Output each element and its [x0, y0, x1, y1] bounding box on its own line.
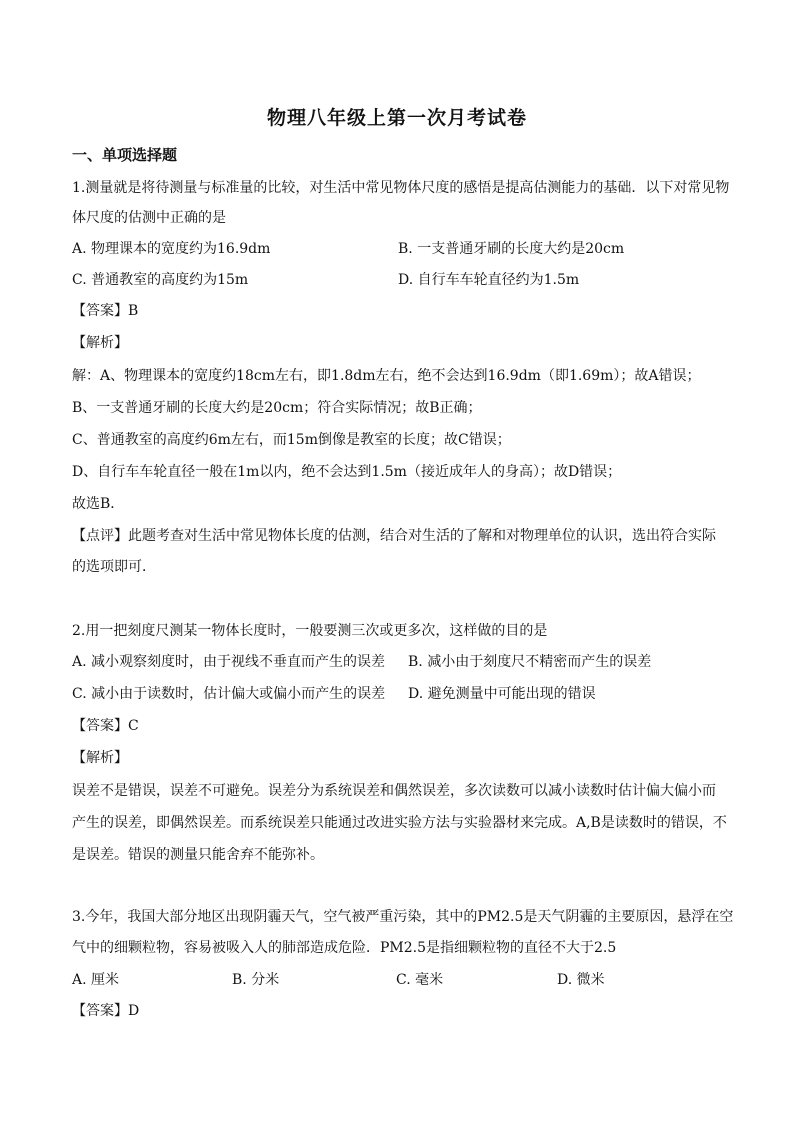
question-1-analysis-line: D、自行车车轮直径一般在1m以内，绝不会达到1.5m（接近成年人的身高）；故D错误； [72, 464, 622, 480]
question-3-option-b: B. 分米 [232, 972, 280, 988]
question-2-option-d: D. 避免测量中可能出现的错误 [408, 686, 596, 702]
question-2-analysis-label: 【解析】 [72, 750, 128, 766]
question-1-option-b: B. 一支普通牙刷的长度大约是20cm [398, 241, 625, 257]
question-3-option-c: C. 毫米 [396, 972, 444, 988]
question-3-stem-line-1: 3.今年，我国大部分地区出现阴霾天气，空气被严重污染，其中的PM2.5是天气阴霾的主要原因，悬浮在空 [72, 909, 734, 925]
question-1-option-d: D. 自行车车轮直径约为1.5m [398, 272, 580, 288]
question-2-option-a: A. 减小观察刻度时，由于视线不垂直而产生的误差 [72, 654, 386, 670]
question-2-answer: 【答案】C [72, 718, 139, 734]
question-2-analysis-line: 产生的误差，即偶然误差。而系统误差只能通过改进实验方法与实验器材来完成。A,B是读数时的错误，不 [72, 815, 727, 831]
question-3-option-a: A. 厘米 [72, 972, 120, 988]
page-title: 物理八年级上第一次月考试卷 [266, 107, 527, 129]
question-2-option-b: B. 减小由于刻度尺不精密而产生的误差 [408, 654, 652, 670]
section-heading: 一、单项选择题 [72, 146, 178, 164]
question-1-analysis-line: 故选B． [72, 496, 125, 512]
question-1-stem-line-2: 体尺度的估测中正确的是 [72, 210, 226, 226]
question-1-analysis-line: B、一支普通牙刷的长度大约是20cm；符合实际情况；故B正确； [72, 400, 482, 416]
question-2-analysis-line: 是误差。错误的测量只能舍弃不能弥补。 [72, 847, 324, 863]
question-1-stem-line-1: 1.测量就是将待测量与标准量的比较，对生活中常见物体尺度的感悟是提高估测能力的基础．以下对常见物 [72, 180, 730, 196]
question-1-analysis-line: C、普通教室的高度约6m左右，而15m倒像是教室的长度；故C错误； [72, 432, 511, 448]
question-2-stem: 2.用一把刻度尺测某一物体长度时，一般要测三次或更多次，这样做的目的是 [72, 623, 548, 639]
question-1-comment-line-2: 的选项即可． [72, 559, 156, 575]
question-3-stem-line-2: 气中的细颗粒物，容易被吸入人的肺部造成危险．PM2.5是指细颗粒物的直径不大于2.5 [72, 940, 617, 956]
question-1-option-c: C. 普通教室的高度约为15m [72, 272, 249, 288]
question-1-option-a: A. 物理课本的宽度约为16.9dm [72, 241, 271, 257]
question-3-answer: 【答案】D [72, 1003, 140, 1019]
question-2-option-c: C. 减小由于读数时，估计偏大或偏小而产生的误差 [72, 686, 386, 702]
question-1-comment-line-1: 【点评】此题考查对生活中常见物体长度的估测，结合对生活的了解和对物理单位的认识，选出符合实际 [72, 528, 716, 544]
question-1-answer: 【答案】B [72, 303, 139, 319]
question-2-analysis-line: 误差不是错误，误差不可避免。误差分为系统误差和偶然误差，多次读数可以减小读数时估计偏大偏小而 [72, 783, 716, 799]
question-1-analysis-line: 解：A、物理课本的宽度约18cm左右，即1.8dm左右，绝不会达到16.9dm（即1.69m）；故A错误； [72, 368, 701, 384]
question-1-analysis-label: 【解析】 [72, 335, 128, 351]
question-3-option-d: D. 微米 [557, 972, 605, 988]
